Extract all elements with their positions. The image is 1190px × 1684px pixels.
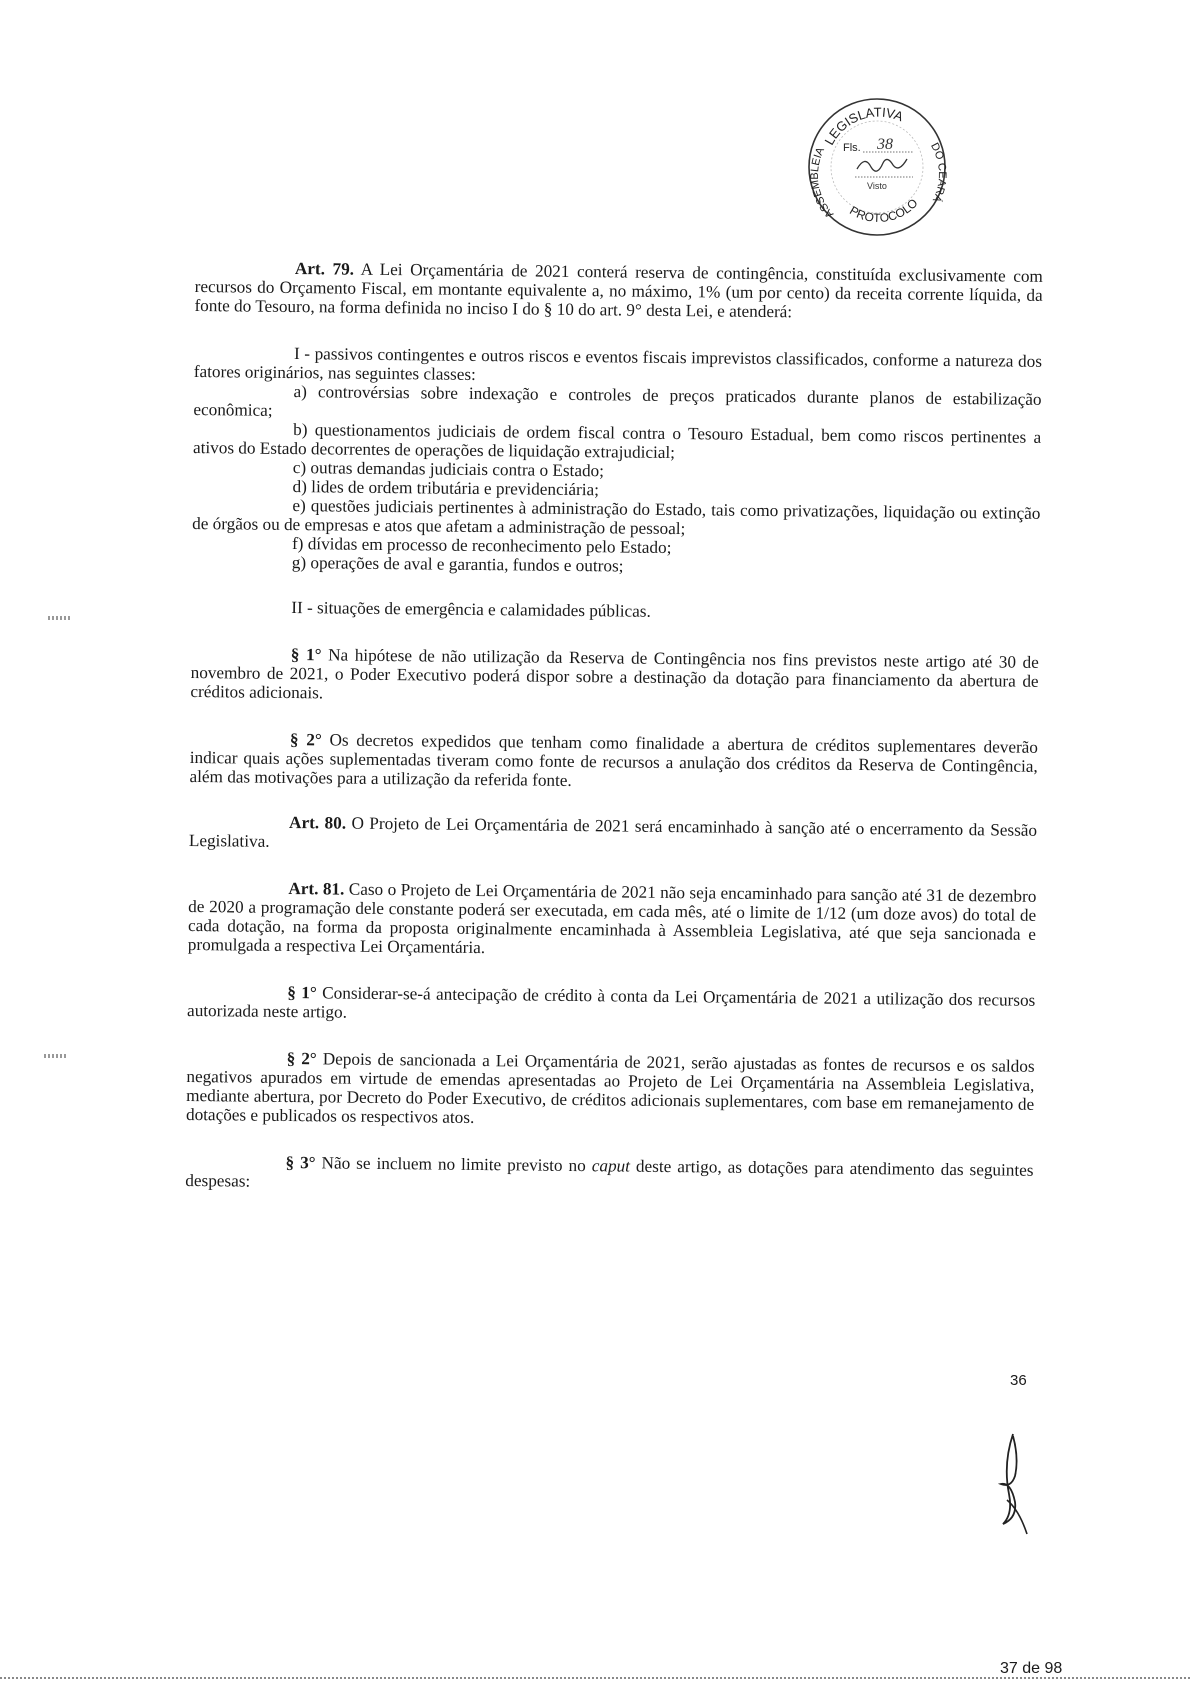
paragraph-2-text: Os decretos expedidos que tenham como finalidade a abertura de créditos suplementares deverão indicar quais ações suplementadas tiveram como fonte de recursos a anulação dos créditos da Reserva de Contingência, além das motivações para a utilização da referida fonte. (189, 730, 1039, 790)
svg-text:ASSEMBLEIA (809, 145, 836, 220)
stamp-left-text: ASSEMBLEIA (808, 145, 837, 220)
paragraph-1-text: Considerar-se-á antecipação de crédito à conta da Lei Orçamentária de 2021 a utilização dos recursos autorizada neste artigo. (187, 983, 1036, 1022)
paragraph-3-text-after: deste artigo, as dotações para atendimento das seguintes despesas: (185, 1156, 1034, 1191)
paragraph-1-label: § 1° (290, 645, 322, 665)
article-81-paragraph-2 (186, 1048, 1035, 1133)
article-80-heading: Art. 80. (288, 813, 347, 833)
caput-term: caput (591, 1156, 631, 1176)
item-II: II - situações de emergência e calamidades públicas. (291, 598, 651, 621)
paragraph-3-label: § 3° (285, 1152, 316, 1173)
item-b: b) questionamentos judiciais de ordem fiscal contra o Tesouro Estadual, bem como riscos pertinentes a ativos do Estado decorrentes de operações de liquidação extrajudicial; (192, 420, 1042, 463)
item-c: c) outras demandas judiciais contra o Estado; (292, 458, 605, 481)
stamp-seal-graphic (805, 95, 950, 240)
article-79-paragraph-2 (189, 729, 1038, 795)
paragraph-2-label: § 2° (289, 730, 322, 750)
paragraph-1-label: § 1° (287, 983, 317, 1003)
stamp-fls-value: 38 (877, 136, 893, 153)
article-81-text: Caso o Projeto de Lei Orçamentária de 2021 não seja encaminhado para sanção até 31 de dezembro de 2020 a programação dele constante poderá ser executada, em cada mês, até o limite de 1/12 (um doze avos) do total de cada dotação, na forma da proposta originalmente encaminhada à Assembleia Legislativa, até que seja sancionada e promulgada a respectiva Lei Orçamentária. (187, 879, 1037, 958)
item-f: f) dívidas em processo de reconhecimento pelo Estado; (291, 534, 672, 558)
article-80-text: O Projeto de Lei Orçamentária de 2021 será encaminhado à sanção até o encerramento da Sessão Legislativa. (188, 813, 1038, 851)
paragraph-3-text-before: Não se incluem no limite previsto no (321, 1153, 586, 1176)
stamp-fls-label: Fls. (843, 142, 861, 154)
margin-mark (48, 616, 72, 620)
footer-divider (0, 1677, 1190, 1679)
margin-mark (44, 1054, 68, 1058)
item-d: d) lides de ordem tributária e previdenciária; (292, 477, 600, 500)
svg-text:DO CEARÁ (928, 141, 948, 205)
paragraph-2-label: § 2° (286, 1049, 317, 1069)
paragraph-2-text: Depois de sancionada a Lei Orçamentária de 2021, serão ajustadas as fontes de recursos e os saldos negativos apurados em virtude de emendas apresentadas ao Projeto de Lei Orçamentária na Assembleia Legislativa, mediante abertura, por Decreto do Poder Executivo, de créditos adicionais suplementares, com base em remanejamento de dotações e publicados os respectivos atos. (185, 1049, 1035, 1127)
article-81-paragraph-1 (187, 982, 1035, 1029)
stamp-bottom-text: PROTOCOLO (847, 195, 921, 226)
handwritten-initials (985, 1430, 1045, 1540)
svg-text:PROTOCOLO (847, 196, 920, 225)
article-80-paragraph (189, 812, 1037, 859)
article-81-paragraph-3 (185, 1152, 1033, 1199)
paragraph-1-text: Na hipótese de não utilização da Reserva de Contingência nos fins previstos neste artigo até 30 de novembro de 2021, o Poder Executivo poderá dispor sobre a destinação da dotação para financiamento da abertura de créditos adicionais. (190, 645, 1039, 703)
svg-text:LEGISLATIVA (821, 105, 905, 148)
protocol-stamp (805, 95, 950, 240)
article-79-paragraph (194, 258, 1043, 324)
page-number: 36 (1010, 1372, 1027, 1389)
article-79-text: A Lei Orçamentária de 2021 conterá reserva de contingência, constituída exclusivamente com recursos do Orçamento Fiscal, em montante equivalente a, no máximo, 1% (um por cento) da receita corrente líquida, da fonte do Tesouro, na forma definida no inciso I do § 10 do art. 9° desta Lei, e atenderá: (194, 259, 1043, 322)
stamp-right-text: DO CEARÁ (928, 140, 949, 204)
article-79-heading: Art. 79. (294, 259, 355, 279)
item-e: e) questões judiciais pertinentes à administração do Estado, tais como privatizações, liquidação ou extinção de órgãos ou de empresas e atos que afetam a administração de pessoal; (192, 496, 1041, 539)
article-81-paragraph (188, 878, 1037, 963)
document-body (185, 258, 1043, 1199)
stamp-visto-label: Visto (867, 181, 887, 191)
item-g: g) operações de aval e garantia, fundos e outros; (291, 553, 624, 576)
article-79-paragraph-1 (190, 644, 1039, 710)
page-counter: 37 de 98 (1000, 1660, 1063, 1677)
stamp-top-text: LEGISLATIVA (821, 104, 906, 148)
stamp-visto-signature (857, 159, 907, 171)
item-a: a) controvérsias sobre indexação e controles de preços praticados durante planos de estabilização econômica; (193, 382, 1042, 420)
article-81-heading: Art. 81. (288, 879, 345, 899)
item-I: I - passivos contingentes e outros riscos e eventos fiscais imprevistos classificados, conforme a natureza dos fatores originários, nas seguintes classes: (193, 344, 1043, 384)
